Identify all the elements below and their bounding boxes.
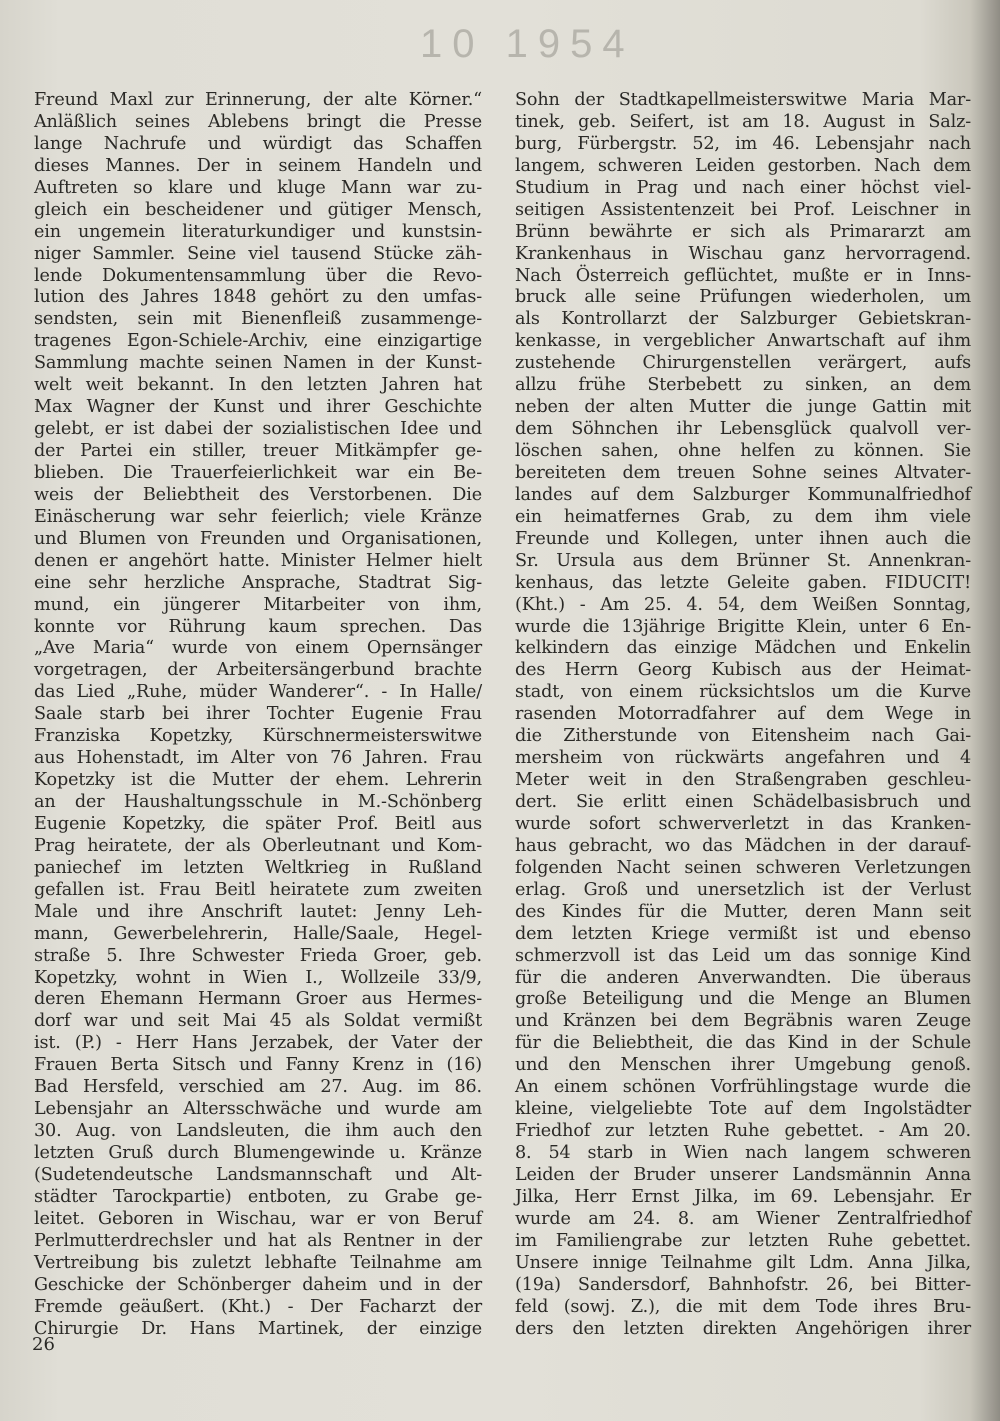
left-column-line: Sammlung machte seinen Namen in der Kunst- — [34, 353, 482, 374]
right-column-line: Studium in Prag und nach einer höchst viel- — [515, 177, 971, 198]
left-column-line: lende Dokumentensammlung über die Revo- — [34, 265, 482, 286]
right-column-line: im Familiengrabe zur letzten Ruhe gebettet. — [515, 1230, 971, 1251]
left-column-line: straße 5. Ihre Schwester Frieda Groer, geb. — [34, 945, 482, 966]
left-column-line: das Lied „Ruhe, müder Wanderer“. - In Halle/ — [34, 682, 482, 703]
left-column-line: Auftreten so klare und kluge Mann war zu- — [34, 177, 482, 198]
right-column-line: Nach Österreich geflüchtet, mußte er in Inns- — [515, 265, 971, 286]
right-column-line: wurde sofort schwerverletzt in das Kranken- — [515, 813, 971, 834]
right-column-line: landes auf dem Salzburger Kommunalfriedhof — [515, 484, 971, 505]
left-column-line: gleich ein bescheidener und gütiger Mensch, — [34, 199, 482, 220]
left-column-line: Eugenie Kopetzky, die später Prof. Beitl aus — [34, 813, 482, 834]
left-column-line: sendsten, sein mit Bienenfleiß zusammenge- — [34, 309, 482, 330]
left-column-line: Lebensjahr an Altersschwäche und wurde am — [34, 1099, 482, 1120]
right-column-line: 8. 54 starb in Wien nach langem schweren — [515, 1143, 971, 1163]
left-column-line: deren Ehemann Hermann Groer aus Hermes- — [34, 989, 482, 1010]
right-column-line: neben der alten Mutter die junge Gattin mit — [515, 397, 971, 418]
right-column-line: kleine, vielgeliebte Tote auf dem Ingolstädter — [515, 1099, 971, 1120]
page-number: 26 — [32, 1334, 55, 1355]
right-column-line: mersheim von rückwärts angefahren und 4 — [515, 748, 971, 769]
left-column-line: welt weit bekannt. In den letzten Jahren hat — [34, 375, 482, 396]
right-column-line: und den Menschen ihrer Umgebung genoß. — [515, 1055, 971, 1076]
left-column-line: eine sehr herzliche Ansprache, Stadtrat Sig- — [34, 572, 482, 593]
right-column-line: feld (sowj. Z.), die mit dem Tode ihres Bru- — [515, 1296, 971, 1317]
right-column-line: bruck alle seine Prüfungen wiederholen, um — [515, 287, 971, 308]
left-column-line: Frauen Berta Sitsch und Fanny Krenz in (16) — [34, 1055, 482, 1076]
left-column-line: Male und ihre Anschrift lautet: Jenny Leh- — [34, 901, 482, 922]
right-column-line: burg, Fürbergstr. 52, im 46. Lebensjahr nach — [515, 133, 971, 154]
left-column-line: ein ungemein literaturkundiger und kunstsin- — [34, 221, 482, 242]
right-column-line: ein heimatfernes Grab, zu dem ihm viele — [515, 506, 971, 527]
right-column-line: für die Beliebtheit, die das Kind in der Schule — [515, 1033, 971, 1054]
left-column-line: Geschicke der Schönberger daheim und in der — [34, 1274, 482, 1295]
right-column-line: dem letzten Kriege vermißt ist und ebenso — [515, 923, 971, 944]
right-column-line: Krankenhaus in Wischau ganz hervorragend. — [515, 243, 971, 264]
left-column-line: gelebt, er ist dabei der sozialistischen Idee und — [34, 419, 482, 440]
left-column-line: dorf war und seit Mai 45 als Soldat vermißt — [34, 1011, 482, 1032]
right-column-line: Freunde und Kollegen, unter ihnen auch die — [515, 528, 971, 549]
left-column-line: blieben. Die Trauerfeierlichkeit war ein Be- — [34, 462, 482, 483]
left-column-line: weis der Beliebtheit des Verstorbenen. Die — [34, 484, 482, 505]
right-column-line: Jilka, Herr Ernst Jilka, im 69. Lebensjahr. Er — [515, 1186, 971, 1207]
left-column — [34, 90, 482, 1340]
left-column-line: „Ave Maria“ wurde von einem Opernsänger — [34, 638, 482, 659]
left-column-line: Prag heiratete, der als Oberleutnant und Kom- — [34, 835, 482, 856]
left-column-line: 30. Aug. von Landsleuten, die ihm auch den — [34, 1121, 482, 1142]
right-column-line: als Kontrollarzt der Salzburger Gebietskran- — [515, 309, 971, 330]
right-column-line: Leiden der Bruder unserer Landsmännin Anna — [515, 1164, 971, 1185]
right-column-line: löschen sahen, ohne helfen zu können. Sie — [515, 441, 971, 461]
left-column-line: mann, Gewerbelehrerin, Halle/Saale, Hegel- — [34, 923, 482, 944]
left-column-line: niger Sammler. Seine viel tausend Stücke zäh- — [34, 243, 482, 264]
left-column-line: vorgetragen, der Arbeitersängerbund brachte — [34, 660, 482, 681]
right-column-line: rasenden Motorradfahrer auf dem Wege in — [515, 704, 971, 725]
left-column-line: dieses Mannes. Der in seinem Handeln und — [34, 155, 482, 176]
right-column-line: haus gebracht, wo das Mädchen in der darauf- — [515, 835, 971, 856]
left-column-line: lange Nachrufe und würdigt das Schaffen — [34, 133, 482, 154]
left-column-line: ist. (P.) - Herr Hans Jerzabek, der Vater der — [34, 1033, 482, 1054]
left-column-line: Kopetzky ist die Mutter der ehem. Lehrerin — [34, 770, 482, 791]
left-column-line: denen er angehört hatte. Minister Helmer hielt — [34, 550, 482, 571]
right-column-line: wurde am 24. 8. am Wiener Zentralfriedhof — [515, 1208, 971, 1229]
left-column-line: Freund Maxl zur Erinnerung, der alte Körner.“ — [34, 90, 482, 110]
right-column — [515, 90, 971, 1340]
left-column-line: Chirurgie Dr. Hans Martinek, der einzige — [34, 1318, 482, 1339]
right-column-line: folgenden Nacht seinen schweren Verletzungen — [515, 857, 971, 878]
right-column-line: dert. Sie erlitt einen Schädelbasisbruch und — [515, 792, 971, 812]
left-column-line: Max Wagner der Kunst und ihrer Geschichte — [34, 397, 482, 418]
left-column-line: Saale starb bei ihrer Tochter Eugenie Frau — [34, 704, 482, 725]
right-column-line: stadt, von einem rücksichtslos um die Kurve — [515, 682, 971, 703]
left-column-line: Anläßlich seines Ablebens bringt die Presse — [34, 111, 482, 132]
right-column-line: langem, schweren Leiden gestorben. Nach dem — [515, 155, 971, 176]
right-column-line: allzu frühe Sterbebett zu sinken, an dem — [515, 375, 971, 396]
right-column-line: Friedhof zur letzten Ruhe gebettet. - Am 20. — [515, 1121, 971, 1142]
left-column-line: und Blumen von Freunden und Organisationen, — [34, 528, 482, 549]
left-column-line: Kopetzky, wohnt in Wien I., Wollzeile 33/9, — [34, 967, 482, 988]
right-column-line: An einem schönen Vorfrühlingstage wurde die — [515, 1077, 971, 1098]
left-column-line: der Partei ein stiller, treuer Mitkämpfer ge- — [34, 441, 482, 461]
right-column-line: (19a) Sandersdorf, Bahnhofstr. 26, bei Bitter- — [515, 1274, 971, 1295]
left-column-line: lution des Jahres 1848 gehört zu den umfas- — [34, 287, 482, 308]
right-column-line: große Beteiligung und die Menge an Blumen — [515, 989, 971, 1010]
right-column-line: Unsere innige Teilnahme gilt Ldm. Anna Jilka, — [515, 1252, 971, 1273]
date-stamp: 10 1954 — [420, 22, 635, 66]
right-column-line: schmerzvoll ist das Leid um das sonnige Kind — [515, 945, 971, 966]
left-column-line: letzten Gruß durch Blumengewinde u. Kränze — [34, 1143, 482, 1163]
right-column-line: Brünn bewährte er sich als Primararzt am — [515, 221, 971, 242]
right-column-line: wurde die 13jährige Brigitte Klein, unter 6 En- — [515, 616, 971, 637]
right-column-line: kelkindern das einzige Mädchen und Enkelin — [515, 638, 971, 659]
right-column-line: dem Söhnchen ihr Lebensglück qualvoll ver- — [515, 419, 971, 440]
right-column-line: Sohn der Stadtkapellmeisterswitwe Maria Mar- — [515, 90, 971, 110]
right-column-line: zustehende Chirurgenstellen verärgert, aufs — [515, 353, 971, 374]
right-column-line: kenkasse, in vergeblicher Anwartschaft auf ihm — [515, 331, 971, 352]
left-column-line: mund, ein jüngerer Mitarbeiter von ihm, — [34, 594, 482, 615]
right-column-line: kenhaus, das letzte Geleite gaben. FIDUCIT! — [515, 572, 971, 593]
left-column-line: Franziska Kopetzky, Kürschnermeisterswitwe — [34, 726, 482, 747]
left-column-line: paniechef im letzten Weltkrieg in Rußland — [34, 857, 482, 878]
left-column-line: Bad Hersfeld, verschied am 27. Aug. im 86. — [34, 1077, 482, 1098]
left-column-line: gefallen ist. Frau Beitl heiratete zum zweiten — [34, 879, 482, 900]
right-column-line: die Zitherstunde von Eitensheim nach Gai- — [515, 726, 971, 747]
left-column-line: Fremde geäußert. (Kht.) - Der Facharzt der — [34, 1296, 482, 1317]
right-column-line: des Kindes für die Mutter, deren Mann seit — [515, 901, 971, 922]
left-column-line: (Sudetendeutsche Landsmannschaft und Alt- — [34, 1164, 482, 1185]
right-column-line: des Herrn Georg Kubisch aus der Heimat- — [515, 660, 971, 681]
left-column-line: Einäscherung war sehr feierlich; viele Kränze — [34, 506, 482, 527]
left-column-line: städter Tarockpartie) entboten, zu Grabe ge- — [34, 1186, 482, 1207]
left-column-line: Vertreibung bis zuletzt lebhafte Teilnahme am — [34, 1252, 482, 1273]
right-column-line: bereiteten dem treuen Sohne seines Altvater- — [515, 462, 971, 483]
left-column-line: leitet. Geboren in Wischau, war er von Beruf — [34, 1208, 482, 1229]
right-column-line: und Kränzen bei dem Begräbnis waren Zeuge — [515, 1011, 971, 1032]
right-column-line: Meter weit in den Straßengraben geschleu- — [515, 770, 971, 791]
right-column-line: tinek, geb. Seifert, ist am 18. August in Salz- — [515, 111, 971, 132]
right-column-line: für die anderen Anverwandten. Die überaus — [515, 967, 971, 988]
right-column-line: seitigen Assistentenzeit bei Prof. Leischner in — [515, 199, 971, 220]
right-column-line: (Kht.) - Am 25. 4. 54, dem Weißen Sonntag, — [515, 594, 971, 615]
left-column-line: an der Haushaltungsschule in M.-Schönberg — [34, 792, 482, 812]
right-column-line: ders den letzten direkten Angehörigen ihrer — [515, 1318, 971, 1339]
right-column-line: Sr. Ursula aus dem Brünner St. Annenkran- — [515, 550, 971, 571]
left-column-line: konnte vor Rührung kaum sprechen. Das — [34, 616, 482, 637]
right-column-line: erlag. Groß und unersetzlich ist der Verlust — [515, 879, 971, 900]
left-column-line: tragenes Egon-Schiele-Archiv, eine einzigartige — [34, 331, 482, 352]
left-column-line: aus Hohenstadt, im Alter von 76 Jahren. Frau — [34, 748, 482, 769]
left-column-line: Perlmutterdrechsler und hat als Rentner in der — [34, 1230, 482, 1251]
